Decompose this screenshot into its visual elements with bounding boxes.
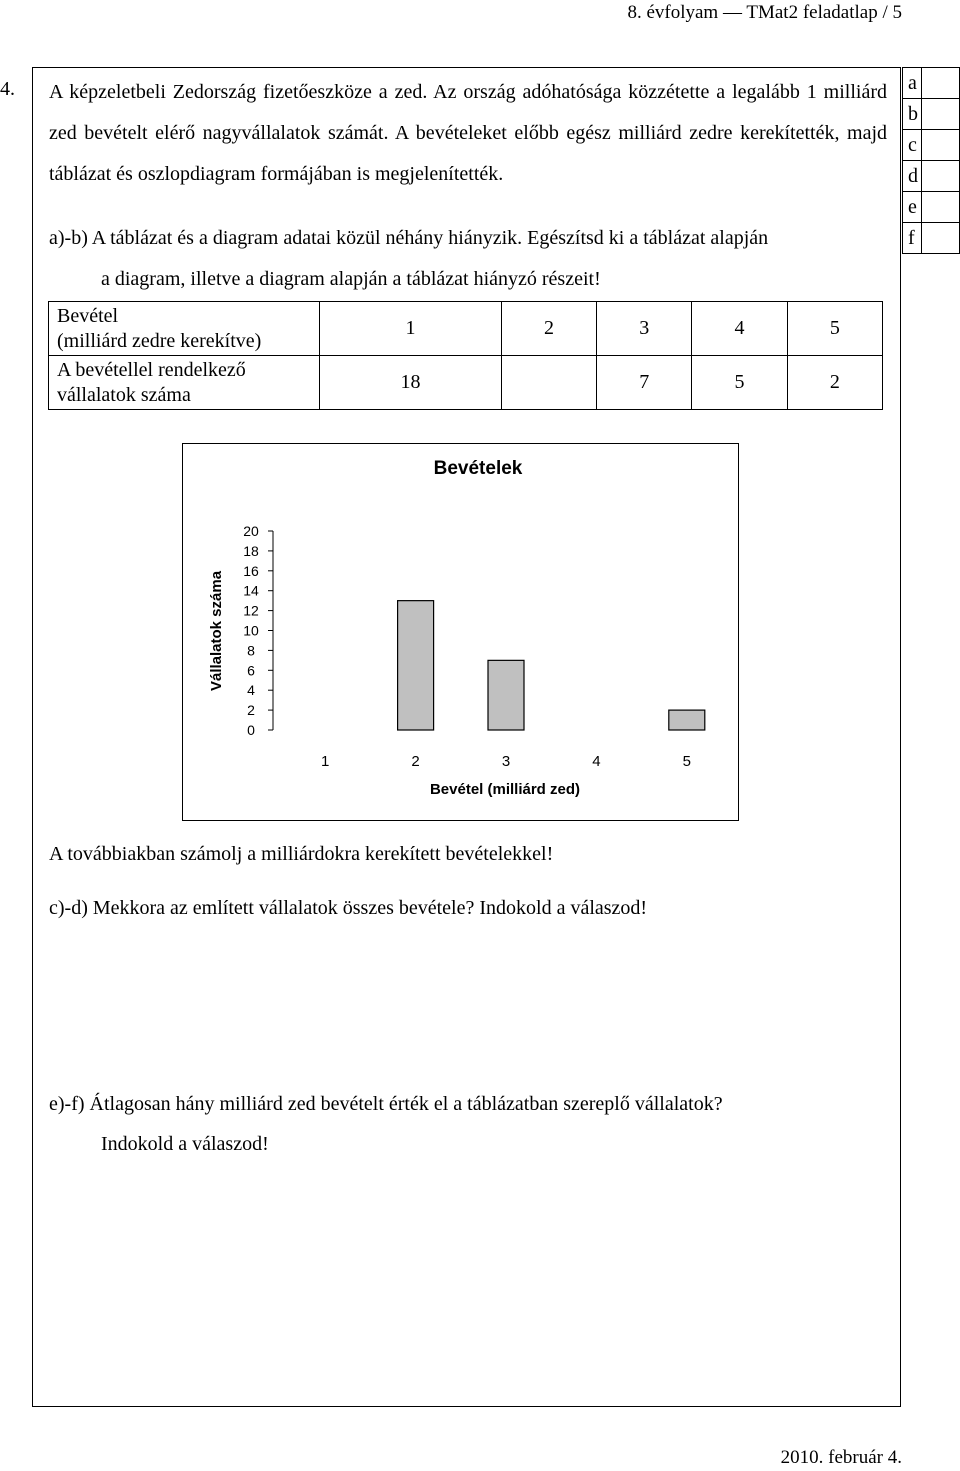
y-tick-label: 4 — [247, 682, 255, 699]
instruction-text: A továbbiakban számolj a milliárdokra kerekített bevételekkel! — [49, 843, 554, 865]
page-header: 8. évfolyam — TMat2 feladatlap / 5 — [627, 2, 902, 23]
bar-chart — [182, 443, 739, 821]
row-header-companies — [49, 356, 320, 410]
grading-cell — [922, 130, 960, 161]
y-tick-label: 16 — [243, 562, 259, 579]
x-tick-label: 5 — [682, 753, 691, 770]
problem-intro: A képzeletbeli Zedország fizetőeszköze a zed. Az ország adóhatósága közzétette a legalább 1 milliárd zed bevételt elérő nagyvállalatok számát. A bevételeket előbb egész milliárd zedre kerekítették, majd táblázat és oszlopdiagram formájában is megjelenítették. — [49, 81, 887, 185]
table-row — [49, 356, 883, 410]
grading-letter-f: f — [903, 223, 922, 254]
grading-letter-a: a — [903, 68, 922, 99]
bar-3 — [488, 660, 524, 730]
question-ab-line2: a diagram, illetve a diagram alapján a táblázat hiányzó részeit! — [101, 268, 601, 290]
grading-letter-c: c — [903, 130, 922, 161]
table-cell-blank[interactable] — [501, 356, 596, 410]
bar-2 — [398, 601, 434, 730]
bar-chart-svg — [183, 444, 738, 820]
table-cell: 18 — [320, 356, 502, 410]
y-tick-label: 12 — [243, 602, 259, 619]
question-cd: c)-d) Mekkora az említett vállalatok összes bevétele? Indokold a válaszod! — [49, 897, 648, 919]
y-tick-label: 10 — [243, 622, 259, 639]
table-cell: 1 — [320, 302, 502, 356]
row-header-line: (milliárd zedre kerekítve) — [57, 329, 262, 352]
y-tick-label: 6 — [247, 662, 255, 679]
row-header-line: Bevétel — [57, 304, 119, 327]
x-tick-label: 4 — [592, 753, 601, 770]
page-footer-date: 2010. február 4. — [780, 1447, 902, 1468]
table-row — [49, 302, 883, 356]
question-ab — [49, 218, 887, 300]
problem-number: 4. — [0, 78, 15, 100]
y-tick-label: 20 — [243, 523, 259, 539]
y-tick-label: 14 — [243, 582, 259, 599]
question-ab-label: a)-b) — [49, 227, 88, 249]
data-table — [48, 301, 883, 410]
grading-letter-e: e — [903, 192, 922, 223]
row-header-line: A bevétellel rendelkező — [57, 358, 246, 381]
table-cell: 7 — [597, 356, 692, 410]
bar-5 — [669, 710, 705, 730]
question-ab-line1: A táblázat és a diagram adatai közül néhány hiányzik. Egészítsd ki a táblázat alapján — [91, 227, 769, 249]
grading-letter-d: d — [903, 161, 922, 192]
x-tick-label: 1 — [321, 753, 330, 770]
grading-letter-b: b — [903, 99, 922, 130]
grading-cell — [922, 223, 960, 254]
grading-cell — [922, 161, 960, 192]
question-ef-line1: Átlagosan hány milliárd zed bevételt érték el a táblázatban szereplő vállalatok? — [89, 1093, 723, 1115]
x-tick-label: 3 — [501, 753, 511, 770]
y-tick-label: 18 — [243, 542, 259, 559]
grading-table — [902, 67, 960, 254]
grading-cell — [922, 192, 960, 223]
row-header-revenue — [49, 302, 320, 356]
grading-cell — [922, 68, 960, 99]
table-cell: 5 — [692, 356, 787, 410]
question-ef-label: e)-f) — [49, 1093, 85, 1115]
table-cell: 4 — [692, 302, 787, 356]
table-cell: 5 — [787, 302, 882, 356]
x-axis-label: Bevétel (milliárd zed) — [429, 781, 581, 798]
chart-title: Bevételek — [433, 458, 523, 479]
table-cell: 2 — [501, 302, 596, 356]
table-cell: 2 — [787, 356, 882, 410]
y-tick-label: 0 — [247, 722, 255, 738]
y-tick-label: 2 — [247, 702, 255, 719]
x-tick-label: 2 — [411, 753, 420, 770]
grading-cell — [922, 99, 960, 130]
table-cell: 3 — [597, 302, 692, 356]
row-header-line: vállalatok száma — [57, 383, 191, 406]
question-ef — [49, 1084, 887, 1164]
y-axis-label: Vállalatok száma — [208, 570, 225, 692]
y-tick-label: 8 — [247, 642, 255, 659]
question-ef-line2: Indokold a válaszod! — [101, 1133, 269, 1155]
